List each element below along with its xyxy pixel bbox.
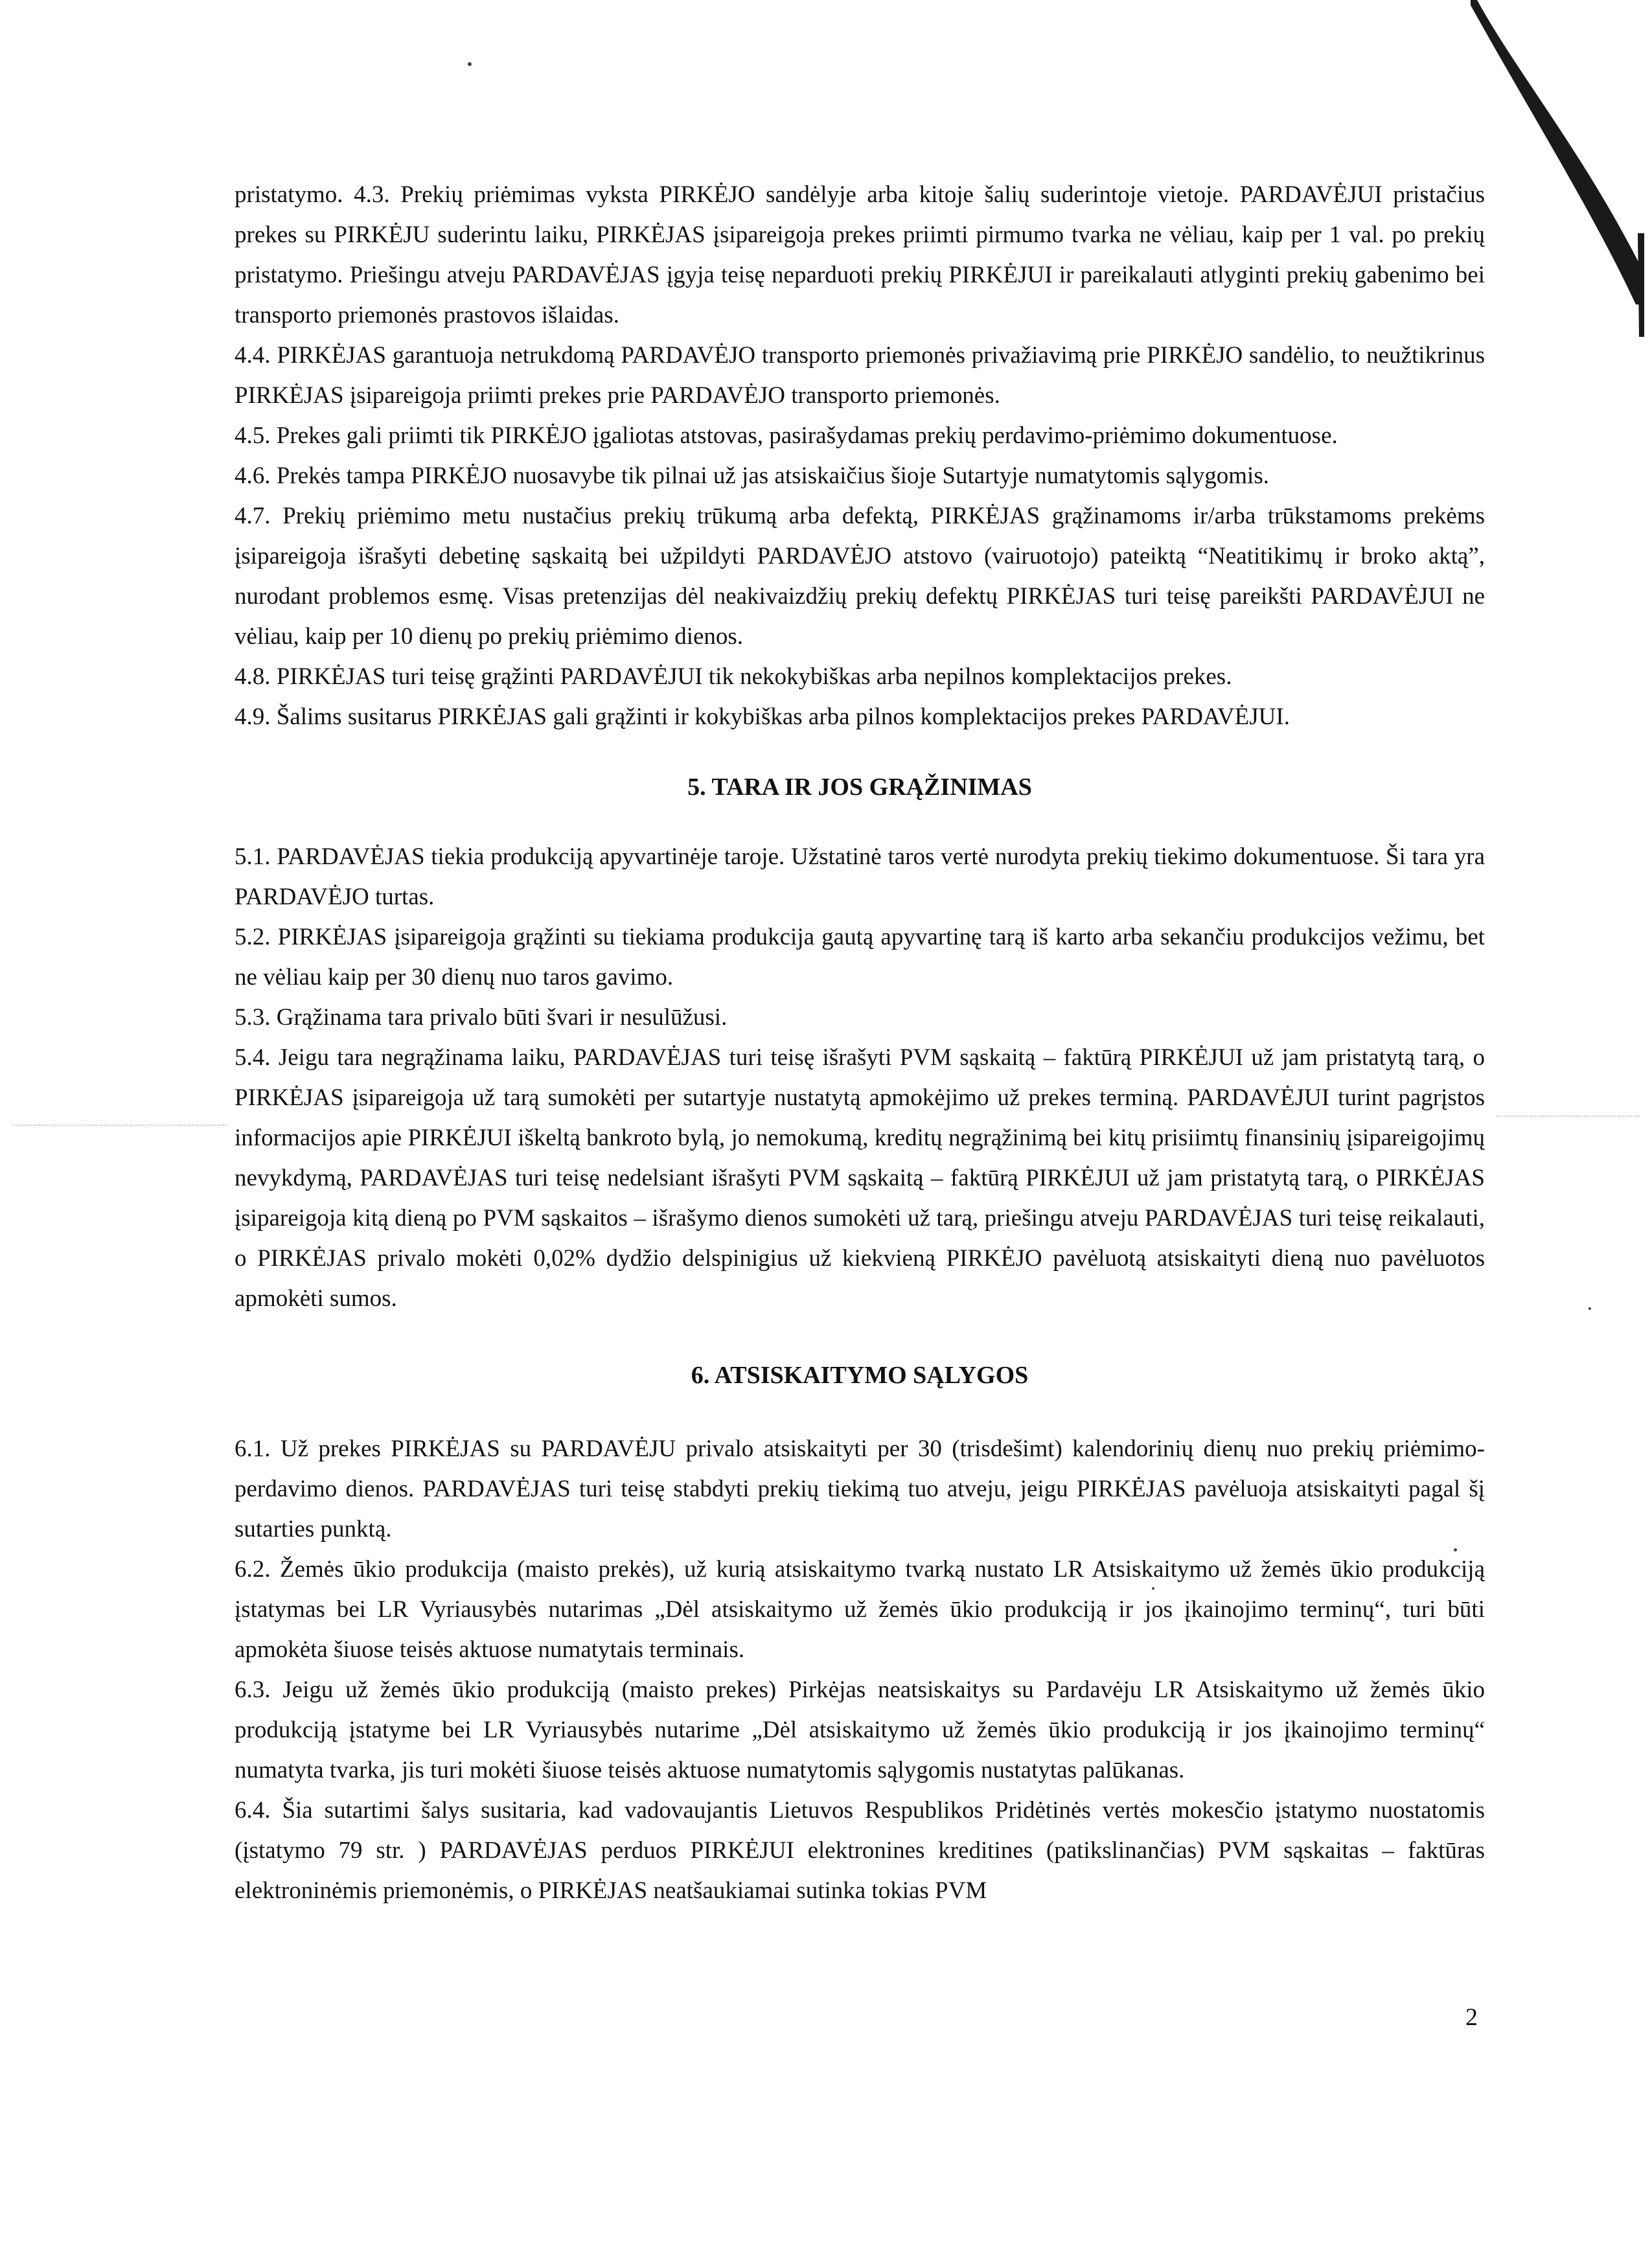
- paragraph: 5.2. PIRKĖJAS įsipareigoja grąžinti su tiekiama produkcija gautą apyvartinę tarą iš karto arba sekančiu produkcijos vežimu, bet ne vėliau kaip per 30 dienų nuo taros gavimo.: [235, 924, 1485, 991]
- paragraph: 4.5. Prekes gali priimti tik PIRKĖJO įgaliotas atstovas, pasirašydamas prekių perdavimo-priėmimo dokumentuose.: [235, 422, 1338, 449]
- paragraph: pristatymo. 4.3. Prekių priėmimas vyksta PIRKĖJO sandėlyje arba kitoje šalių suderintoje vietoje. PARDAVĖJUI pristačius prekes su PIRKĖJU suderintu laiku, PIRKĖJAS įsipareigoja prekes priimti pirmumo tvarka ne vėliau, kaip per 1 val. po prekių pristatymo. Priešingu atveju PARDAVĖJAS įgyja teisę neparduoti prekių PIRKĖJUI ir pareikalauti atlyginti prekių gabenimo bei transporto priemonės prastovos išlaidas.: [235, 181, 1485, 328]
- page-number: 2: [1465, 2004, 1478, 2031]
- paragraph: 5.1. PARDAVĖJAS tiekia produkciją apyvartinėje taroje. Užstatinė taros vertė nurodyta prekių tiekimo dokumentuose. Ši tara yra PARDAVĖJO turtas.: [235, 843, 1485, 910]
- paragraph: 4.7. Prekių priėmimo metu nustačius prekių trūkumą arba defektą, PIRKĖJAS grąžinamoms ir/arba trūkstamoms prekėms įsipareigoja išrašyti debetinę sąskaitą bei užpildyti PARDAVĖJO atstovo (vairuotojo) pateiktą “Neatitikimų ir broko aktą”, nurodant problemos esmę. Visas pretenzijas dėl neakivaizdžių prekių defektų PIRKĖJAS turi teisę pareikšti PARDAVĖJUI ne vėliau, kaip per 10 dienų po prekių priėmimo dienos.: [235, 503, 1485, 650]
- paragraph: 4.4. PIRKĖJAS garantuoja netrukdomą PARDAVĖJO transporto priemonės privažiavimą prie PIRKĖJO sandėlio, to neužtikrinus PIRKĖJAS įsipareigoja priimti prekes prie PARDAVĖJO transporto priemonės.: [235, 342, 1485, 409]
- scan-noise-line: [13, 1125, 227, 1127]
- paragraph: 6.4. Šia sutartimi šalys susitaria, kad vadovaujantis Lietuvos Respublikos Pridėtinės vertės mokesčio įstatymo nuostatomis (įstatymo 79 str. ) PARDAVĖJAS perduos PIRKĖJUI elektronines kreditines (patikslinančias) PVM sąskaitas – faktūras elektroninėmis priemonėmis, o PIRKĖJAS neatšaukiamai sutinka tokias PVM: [235, 1797, 1485, 1904]
- contract-text: [235, 175, 1485, 1911]
- scan-noise-line: [1497, 1116, 1639, 1118]
- paragraph: 6.1. Už prekes PIRKĖJAS su PARDAVĖJU privalo atsiskaityti per 30 (trisdešimt) kalendorinių dienų nuo prekių priėmimo-perdavimo dienos. PARDAVĖJAS turi teisę stabdyti prekių tiekimą tuo atveju, jeigu PIRKĖJAS pavėluoja atsiskaityti pagal šį sutarties punktą.: [235, 1436, 1485, 1542]
- scan-speck: [468, 62, 472, 66]
- paragraph: 4.9. Šalims susitarus PIRKĖJAS gali grąžinti ir kokybiškas arba pilnos komplektacijos prekes PARDAVĖJUI.: [235, 704, 1290, 730]
- section-heading: 6. ATSISKAITYMO SĄLYGOS: [691, 1362, 1029, 1389]
- scan-edge-mark: [1471, 0, 1652, 337]
- paragraph: 4.8. PIRKĖJAS turi teisę grąžinti PARDAVĖJUI tik nekokybiškas arba nepilnos komplektacijos prekes.: [235, 663, 1232, 690]
- paragraph: 4.6. Prekės tampa PIRKĖJO nuosavybe tik pilnai už jas atsiskaičius šioje Sutartyje numatytomis sąlygomis.: [235, 463, 1269, 489]
- section-heading: 5. TARA IR JOS GRĄŽINIMAS: [687, 773, 1032, 801]
- paragraph: 5.4. Jeigu tara negrąžinama laiku, PARDAVĖJAS turi teisę išrašyti PVM sąskaitą – faktūrą PIRKĖJUI už jam pristatytą tarą, o PIRKĖJAS įsipareigoja už tarą sumokėti per sutartyje nustatytą apmokėjimo už prekes terminą. PARDAVĖJUI turint pagrįstos informacijos apie PIRKĖJUI iškeltą bankroto bylą, jo nemokumą, kreditų negrąžinimą bei kitų prisiimtų finansinių įsipareigojimų nevykdymą, PARDAVĖJAS turi teisę nedelsiant išrašyti PVM sąskaitą – faktūrą PIRKĖJUI už jam pristatytą tarą, o PIRKĖJAS įsipareigoja kitą dieną po PVM sąskaitos – išrašymo dienos sumokėti už tarą, priešingu atveju PARDAVĖJAS turi teisę reikalauti, o PIRKĖJAS privalo mokėti 0,02% dydžio delspinigius už kiekvieną PIRKĖJO pavėluotą atsiskaityti dieną nuo pavėluotos apmokėti sumos.: [235, 1044, 1485, 1312]
- scan-speck: [1589, 1307, 1591, 1310]
- paragraph: 6.2. Žemės ūkio produkcija (maisto prekės), už kurią atsiskaitymo tvarką nustato LR Atsiskaitymo už žemės ūkio produkciją įstatymas bei LR Vyriausybės nutarimas „Dėl atsiskaitymo už žemės ūkio produkciją ir jos įkainojimo terminų“, turi būti apmokėta šiuose teisės aktuose numatytais terminais.: [235, 1556, 1485, 1663]
- paragraph: 5.3. Grąžinama tara privalo būti švari ir nesulūžusi.: [235, 1004, 728, 1031]
- paragraph: 6.3. Jeigu už žemės ūkio produkciją (maisto prekes) Pirkėjas neatsiskaitys su Pardavėju LR Atsiskaitymo už žemės ūkio produkciją įstatyme bei LR Vyriausybės nutarime „Dėl atsiskaitymo už žemės ūkio produkciją ir jos įkainojimo terminų“ numatyta tvarka, jis turi mokėti šiuose teisės aktuose numatytomis sąlygomis nustatytas palūkanas.: [235, 1677, 1485, 1783]
